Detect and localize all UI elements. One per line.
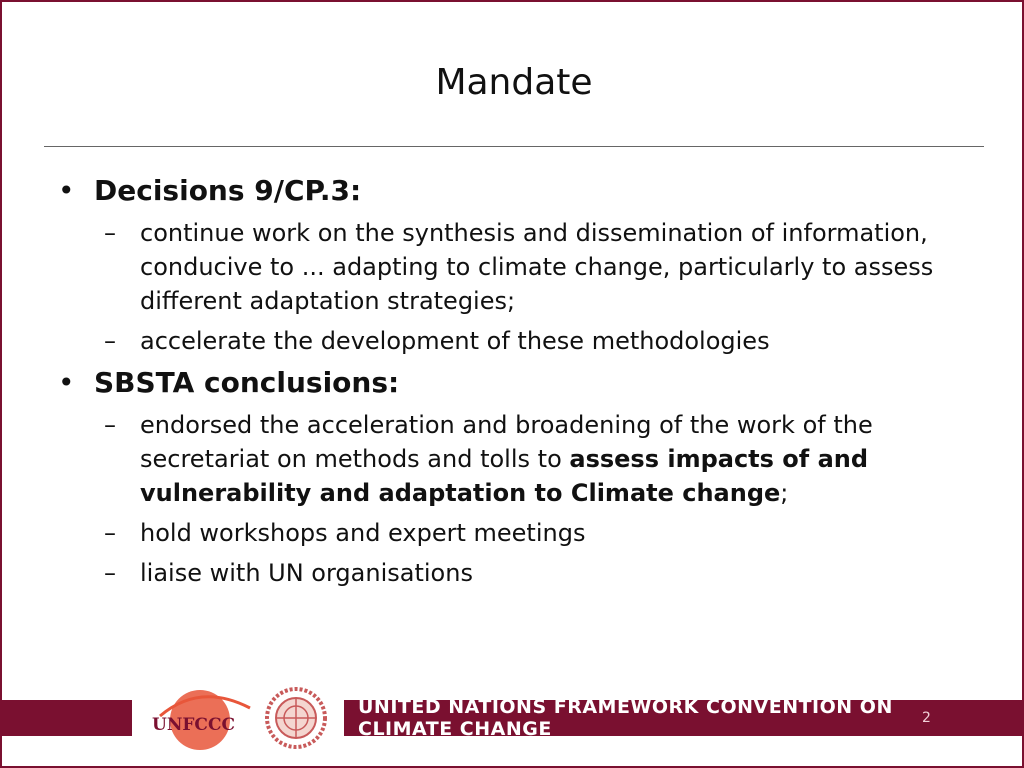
sub-item-text: endorsed the acceleration and broadening of the work of the secretariat on methods and tolls to xyxy=(140,411,873,473)
sub-item xyxy=(104,516,978,550)
sub-item-text: continue work on the synthesis and dissemination of information, conducive to ... adapting to climate change, particularly to assess different adaptation strategies; xyxy=(140,219,934,315)
bullet-heading: SBSTA conclusions: xyxy=(94,366,400,399)
dash-icon: – xyxy=(104,519,116,547)
bullet-heading: Decisions 9/CP.3: xyxy=(94,174,362,207)
sub-item-bold-text: assess impacts of and vulnerability and adaptation to Climate change xyxy=(140,445,869,507)
bullet-icon: • xyxy=(58,366,75,399)
title-divider xyxy=(44,146,984,147)
unfccc-logo-text: UNFCCC xyxy=(152,715,236,735)
sub-item-tail: ; xyxy=(780,479,789,507)
sub-list-decisions xyxy=(104,216,978,358)
sub-item xyxy=(104,408,978,510)
unfccc-logo xyxy=(140,686,252,754)
slide-title: Mandate xyxy=(435,62,593,103)
sub-item-text: accelerate the development of these methodologies xyxy=(140,327,770,355)
dash-icon: – xyxy=(104,219,116,247)
dash-icon: – xyxy=(104,327,116,355)
sub-item-text: liaise with UN organisations xyxy=(140,559,473,587)
dash-icon: – xyxy=(104,559,116,587)
sub-item xyxy=(104,324,978,358)
sub-item-text: hold workshops and expert meetings xyxy=(140,519,586,547)
sub-list-sbsta xyxy=(104,408,978,590)
slide-content xyxy=(58,172,978,596)
footer-banner xyxy=(344,696,944,740)
footer-banner-text: UNITED NATIONS FRAMEWORK CONVENTION ON CLIMATE CHANGE xyxy=(358,696,893,740)
bullet-icon: • xyxy=(58,174,75,207)
sub-item xyxy=(104,556,978,590)
un-emblem-icon xyxy=(264,686,328,750)
dash-icon: – xyxy=(104,411,116,439)
sub-item xyxy=(104,216,978,318)
page-number: 2 xyxy=(922,710,931,726)
bullet-item-sbsta xyxy=(58,364,978,402)
bullet-item-decisions xyxy=(58,172,978,210)
